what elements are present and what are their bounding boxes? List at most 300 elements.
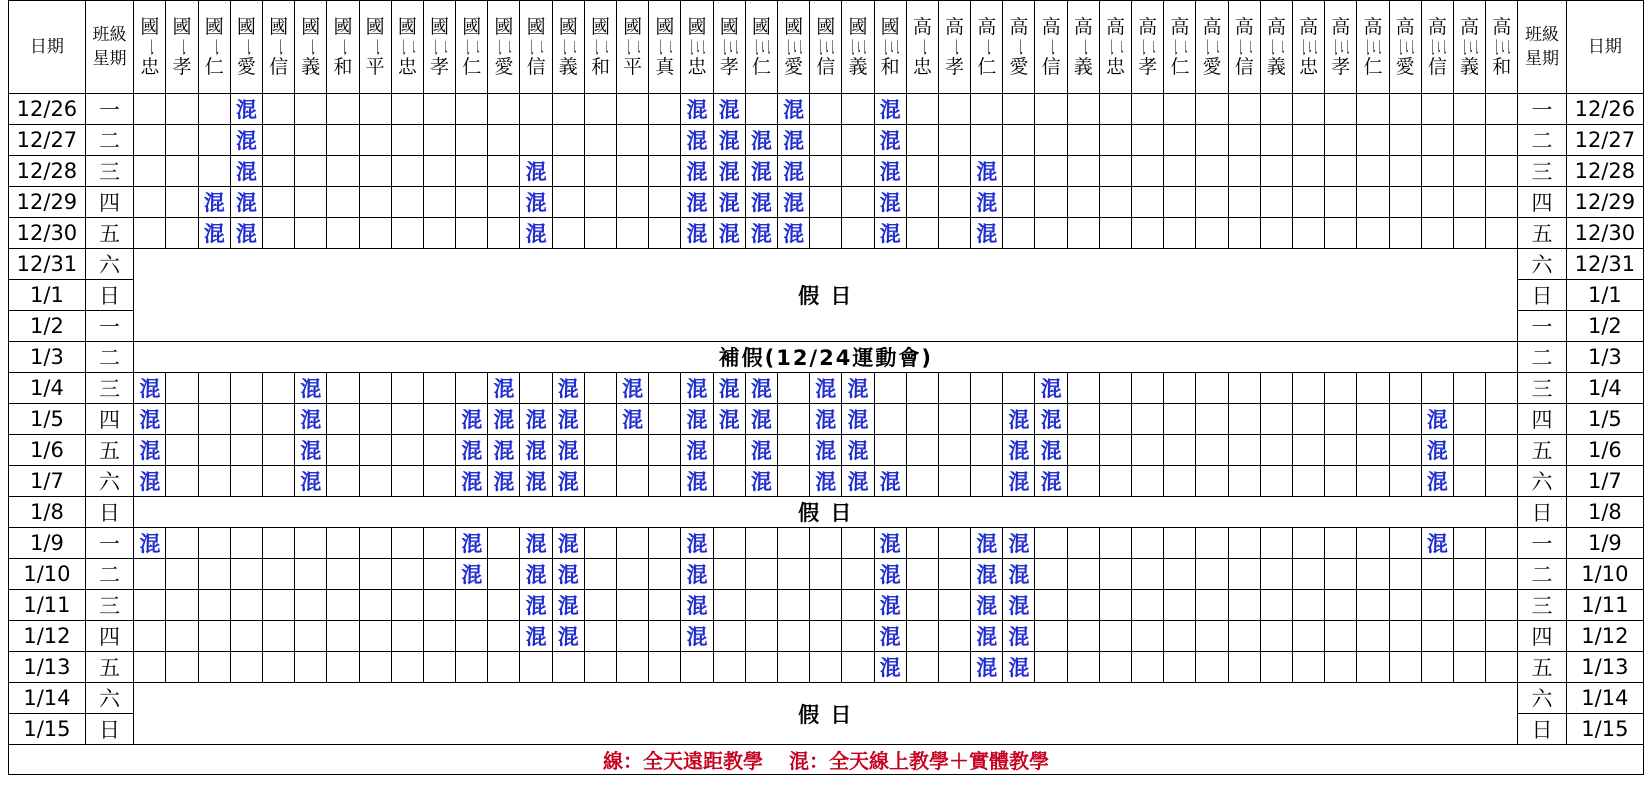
empty-cell[interactable]: [262, 218, 294, 249]
empty-cell[interactable]: [1132, 218, 1164, 249]
empty-cell[interactable]: [1453, 156, 1485, 187]
grid-cell[interactable]: [1518, 775, 1566, 789]
empty-cell[interactable]: [1292, 528, 1324, 559]
empty-cell[interactable]: [1035, 590, 1067, 621]
empty-cell[interactable]: [1132, 590, 1164, 621]
mixed-mark-cell[interactable]: 混: [971, 559, 1003, 590]
empty-cell[interactable]: [488, 125, 520, 156]
empty-cell[interactable]: [1486, 466, 1518, 497]
grid-cell[interactable]: [85, 775, 133, 789]
empty-cell[interactable]: [552, 187, 584, 218]
mixed-mark-cell[interactable]: 混: [681, 590, 713, 621]
empty-cell[interactable]: [874, 404, 906, 435]
empty-cell[interactable]: [1389, 373, 1421, 404]
empty-cell[interactable]: [1421, 590, 1453, 621]
empty-cell[interactable]: [456, 218, 488, 249]
empty-cell[interactable]: [617, 528, 649, 559]
date-cell[interactable]: 1/3: [9, 342, 86, 373]
date-header-right[interactable]: 日期: [1566, 1, 1643, 94]
mixed-mark-cell[interactable]: 混: [520, 590, 552, 621]
empty-cell[interactable]: [842, 156, 874, 187]
class-header-6[interactable]: [327, 1, 359, 94]
date-cell-right[interactable]: 1/6: [1566, 435, 1643, 466]
grid-cell[interactable]: [1453, 775, 1485, 789]
empty-cell[interactable]: [842, 652, 874, 683]
empty-cell[interactable]: [1067, 156, 1099, 187]
date-cell-right[interactable]: 1/1: [1566, 280, 1643, 311]
empty-cell[interactable]: [971, 466, 1003, 497]
empty-cell[interactable]: [327, 590, 359, 621]
grid-cell[interactable]: [745, 775, 777, 789]
empty-cell[interactable]: [1357, 187, 1389, 218]
grid-cell[interactable]: [134, 775, 166, 789]
class-header-25[interactable]: [938, 1, 970, 94]
empty-cell[interactable]: [938, 466, 970, 497]
empty-cell[interactable]: [198, 590, 230, 621]
empty-cell[interactable]: [1389, 559, 1421, 590]
empty-cell[interactable]: [745, 590, 777, 621]
empty-cell[interactable]: [1453, 187, 1485, 218]
empty-cell[interactable]: [1325, 156, 1357, 187]
mixed-mark-cell[interactable]: 混: [745, 373, 777, 404]
empty-cell[interactable]: [295, 590, 327, 621]
empty-cell[interactable]: [1325, 218, 1357, 249]
empty-cell[interactable]: [262, 94, 294, 125]
date-cell[interactable]: 12/27: [9, 125, 86, 156]
mixed-mark-cell[interactable]: 混: [520, 621, 552, 652]
class-header-3[interactable]: [230, 1, 262, 94]
empty-cell[interactable]: [391, 404, 423, 435]
mixed-mark-cell[interactable]: 混: [552, 621, 584, 652]
date-cell[interactable]: 1/8: [9, 497, 86, 528]
weekday-cell-right[interactable]: 日: [1518, 280, 1566, 311]
date-cell-right[interactable]: 1/9: [1566, 528, 1643, 559]
empty-cell[interactable]: [262, 125, 294, 156]
weekday-cell-right[interactable]: 三: [1518, 373, 1566, 404]
grid-cell[interactable]: [649, 775, 681, 789]
empty-cell[interactable]: [166, 373, 198, 404]
mixed-mark-cell[interactable]: 混: [134, 373, 166, 404]
empty-cell[interactable]: [617, 559, 649, 590]
date-cell[interactable]: 12/29: [9, 187, 86, 218]
empty-cell[interactable]: [423, 528, 455, 559]
mixed-mark-cell[interactable]: 混: [874, 621, 906, 652]
mixed-mark-cell[interactable]: 混: [198, 218, 230, 249]
weekday-cell[interactable]: 四: [85, 404, 133, 435]
mixed-mark-cell[interactable]: 混: [552, 559, 584, 590]
empty-cell[interactable]: [1292, 435, 1324, 466]
empty-cell[interactable]: [1292, 187, 1324, 218]
empty-cell[interactable]: [713, 652, 745, 683]
empty-cell[interactable]: [938, 435, 970, 466]
empty-cell[interactable]: [1132, 652, 1164, 683]
empty-cell[interactable]: [1357, 466, 1389, 497]
empty-cell[interactable]: [423, 435, 455, 466]
empty-cell[interactable]: [842, 621, 874, 652]
grid-cell[interactable]: [906, 775, 938, 789]
empty-cell[interactable]: [262, 156, 294, 187]
empty-cell[interactable]: [649, 559, 681, 590]
empty-cell[interactable]: [1035, 621, 1067, 652]
mixed-mark-cell[interactable]: 混: [1003, 652, 1035, 683]
empty-cell[interactable]: [1067, 94, 1099, 125]
empty-cell[interactable]: [1357, 373, 1389, 404]
empty-cell[interactable]: [391, 528, 423, 559]
empty-cell[interactable]: [938, 559, 970, 590]
class-header-40[interactable]: [1421, 1, 1453, 94]
class-header-20[interactable]: [777, 1, 809, 94]
grid-cell[interactable]: [1389, 775, 1421, 789]
mixed-mark-cell[interactable]: 混: [230, 187, 262, 218]
empty-cell[interactable]: [777, 466, 809, 497]
grid-cell[interactable]: [1228, 775, 1260, 789]
empty-cell[interactable]: [1099, 125, 1131, 156]
empty-cell[interactable]: [230, 559, 262, 590]
empty-cell[interactable]: [1196, 528, 1228, 559]
mixed-mark-cell[interactable]: 混: [1003, 466, 1035, 497]
empty-cell[interactable]: [359, 559, 391, 590]
empty-cell[interactable]: [1035, 156, 1067, 187]
empty-cell[interactable]: [649, 466, 681, 497]
empty-cell[interactable]: [713, 559, 745, 590]
empty-cell[interactable]: [488, 652, 520, 683]
mixed-mark-cell[interactable]: 混: [1003, 559, 1035, 590]
empty-cell[interactable]: [359, 590, 391, 621]
empty-cell[interactable]: [1228, 528, 1260, 559]
empty-cell[interactable]: [1389, 218, 1421, 249]
empty-cell[interactable]: [1260, 156, 1292, 187]
weekday-cell-right[interactable]: 三: [1518, 156, 1566, 187]
mixed-mark-cell[interactable]: 混: [552, 466, 584, 497]
empty-cell[interactable]: [1325, 528, 1357, 559]
empty-cell[interactable]: [584, 218, 616, 249]
mixed-mark-cell[interactable]: 混: [777, 94, 809, 125]
empty-cell[interactable]: [520, 652, 552, 683]
empty-cell[interactable]: [1292, 94, 1324, 125]
empty-cell[interactable]: [134, 156, 166, 187]
mixed-mark-cell[interactable]: 混: [1003, 590, 1035, 621]
mixed-mark-cell[interactable]: 混: [874, 466, 906, 497]
empty-cell[interactable]: [391, 94, 423, 125]
date-cell[interactable]: 1/10: [9, 559, 86, 590]
empty-cell[interactable]: [327, 466, 359, 497]
empty-cell[interactable]: [230, 652, 262, 683]
empty-cell[interactable]: [1228, 466, 1260, 497]
empty-cell[interactable]: [1132, 621, 1164, 652]
empty-cell[interactable]: [359, 652, 391, 683]
empty-cell[interactable]: [166, 652, 198, 683]
empty-cell[interactable]: [456, 156, 488, 187]
grid-cell[interactable]: [327, 775, 359, 789]
empty-cell[interactable]: [1260, 373, 1292, 404]
mixed-mark-cell[interactable]: 混: [874, 94, 906, 125]
class-header-35[interactable]: [1260, 1, 1292, 94]
date-cell-right[interactable]: 1/13: [1566, 652, 1643, 683]
class-header-39[interactable]: [1389, 1, 1421, 94]
empty-cell[interactable]: [198, 404, 230, 435]
empty-cell[interactable]: [198, 435, 230, 466]
merged-holiday_c[interactable]: 假 日: [134, 683, 1518, 745]
empty-cell[interactable]: [1389, 466, 1421, 497]
grid-cell[interactable]: [1260, 775, 1292, 789]
empty-cell[interactable]: [1486, 94, 1518, 125]
empty-cell[interactable]: [649, 528, 681, 559]
empty-cell[interactable]: [1421, 94, 1453, 125]
mixed-mark-cell[interactable]: 混: [1035, 435, 1067, 466]
mixed-mark-cell[interactable]: 混: [456, 435, 488, 466]
empty-cell[interactable]: [1325, 94, 1357, 125]
empty-cell[interactable]: [456, 187, 488, 218]
empty-cell[interactable]: [971, 373, 1003, 404]
grid-cell[interactable]: [488, 775, 520, 789]
empty-cell[interactable]: [1164, 559, 1196, 590]
class-header-32[interactable]: [1164, 1, 1196, 94]
weekday-cell[interactable]: 日: [85, 280, 133, 311]
class-header-5[interactable]: [295, 1, 327, 94]
class-weekday-header-right[interactable]: 班級 星期: [1518, 1, 1566, 94]
empty-cell[interactable]: [1389, 125, 1421, 156]
grid-cell[interactable]: [9, 775, 86, 789]
empty-cell[interactable]: [1260, 466, 1292, 497]
empty-cell[interactable]: [423, 466, 455, 497]
empty-cell[interactable]: [488, 590, 520, 621]
mixed-mark-cell[interactable]: 混: [488, 373, 520, 404]
empty-cell[interactable]: [1357, 621, 1389, 652]
empty-cell[interactable]: [1486, 652, 1518, 683]
empty-cell[interactable]: [456, 652, 488, 683]
empty-cell[interactable]: [777, 435, 809, 466]
weekday-cell[interactable]: 五: [85, 652, 133, 683]
empty-cell[interactable]: [1164, 466, 1196, 497]
empty-cell[interactable]: [1099, 218, 1131, 249]
date-cell-right[interactable]: 12/26: [1566, 94, 1643, 125]
empty-cell[interactable]: [488, 94, 520, 125]
empty-cell[interactable]: [262, 187, 294, 218]
empty-cell[interactable]: [134, 652, 166, 683]
weekday-cell-right[interactable]: 一: [1518, 528, 1566, 559]
weekday-cell[interactable]: 一: [85, 94, 133, 125]
grid-cell[interactable]: [1099, 775, 1131, 789]
empty-cell[interactable]: [1325, 590, 1357, 621]
mixed-mark-cell[interactable]: 混: [488, 404, 520, 435]
date-cell-right[interactable]: 1/7: [1566, 466, 1643, 497]
empty-cell[interactable]: [1421, 187, 1453, 218]
empty-cell[interactable]: [1260, 559, 1292, 590]
date-cell[interactable]: 12/26: [9, 94, 86, 125]
empty-cell[interactable]: [1035, 652, 1067, 683]
class-header-27[interactable]: [1003, 1, 1035, 94]
empty-cell[interactable]: [1260, 590, 1292, 621]
weekday-cell-right[interactable]: 四: [1518, 404, 1566, 435]
empty-cell[interactable]: [1228, 621, 1260, 652]
empty-cell[interactable]: [262, 559, 294, 590]
date-cell-right[interactable]: 1/2: [1566, 311, 1643, 342]
empty-cell[interactable]: [1453, 404, 1485, 435]
class-header-41[interactable]: [1453, 1, 1485, 94]
empty-cell[interactable]: [1228, 435, 1260, 466]
empty-cell[interactable]: [842, 528, 874, 559]
mixed-mark-cell[interactable]: 混: [1421, 404, 1453, 435]
empty-cell[interactable]: [1228, 373, 1260, 404]
empty-cell[interactable]: [938, 218, 970, 249]
empty-cell[interactable]: [810, 94, 842, 125]
mixed-mark-cell[interactable]: 混: [713, 373, 745, 404]
class-header-37[interactable]: [1325, 1, 1357, 94]
empty-cell[interactable]: [1228, 94, 1260, 125]
empty-cell[interactable]: [295, 218, 327, 249]
empty-cell[interactable]: [938, 404, 970, 435]
mixed-mark-cell[interactable]: 混: [552, 590, 584, 621]
mixed-mark-cell[interactable]: 混: [713, 125, 745, 156]
empty-cell[interactable]: [1164, 621, 1196, 652]
empty-cell[interactable]: [552, 156, 584, 187]
empty-cell[interactable]: [1389, 156, 1421, 187]
mixed-mark-cell[interactable]: 混: [134, 528, 166, 559]
empty-cell[interactable]: [1486, 435, 1518, 466]
mixed-mark-cell[interactable]: 混: [520, 404, 552, 435]
grid-cell[interactable]: [617, 775, 649, 789]
empty-cell[interactable]: [649, 621, 681, 652]
empty-cell[interactable]: [906, 373, 938, 404]
empty-cell[interactable]: [1003, 94, 1035, 125]
weekday-cell-right[interactable]: 日: [1518, 497, 1566, 528]
empty-cell[interactable]: [1067, 187, 1099, 218]
merged-makeup[interactable]: 補假(12/24運動會): [134, 342, 1518, 373]
date-cell[interactable]: 1/11: [9, 590, 86, 621]
empty-cell[interactable]: [166, 435, 198, 466]
class-header-14[interactable]: [584, 1, 616, 94]
empty-cell[interactable]: [166, 590, 198, 621]
date-cell-right[interactable]: 1/12: [1566, 621, 1643, 652]
grid-cell[interactable]: [520, 775, 552, 789]
empty-cell[interactable]: [359, 187, 391, 218]
empty-cell[interactable]: [1357, 94, 1389, 125]
empty-cell[interactable]: [488, 218, 520, 249]
empty-cell[interactable]: [1325, 559, 1357, 590]
date-cell-right[interactable]: 1/3: [1566, 342, 1643, 373]
empty-cell[interactable]: [295, 125, 327, 156]
mixed-mark-cell[interactable]: 混: [971, 621, 1003, 652]
empty-cell[interactable]: [134, 187, 166, 218]
mixed-mark-cell[interactable]: 混: [230, 94, 262, 125]
empty-cell[interactable]: [1067, 590, 1099, 621]
empty-cell[interactable]: [810, 156, 842, 187]
empty-cell[interactable]: [1486, 373, 1518, 404]
empty-cell[interactable]: [198, 559, 230, 590]
empty-cell[interactable]: [134, 559, 166, 590]
mixed-mark-cell[interactable]: 混: [681, 218, 713, 249]
class-header-0[interactable]: [134, 1, 166, 94]
empty-cell[interactable]: [520, 373, 552, 404]
mixed-mark-cell[interactable]: 混: [874, 218, 906, 249]
mixed-mark-cell[interactable]: 混: [810, 404, 842, 435]
empty-cell[interactable]: [134, 94, 166, 125]
empty-cell[interactable]: [713, 528, 745, 559]
empty-cell[interactable]: [327, 652, 359, 683]
empty-cell[interactable]: [584, 621, 616, 652]
empty-cell[interactable]: [488, 156, 520, 187]
empty-cell[interactable]: [617, 218, 649, 249]
empty-cell[interactable]: [617, 466, 649, 497]
empty-cell[interactable]: [649, 590, 681, 621]
empty-cell[interactable]: [230, 466, 262, 497]
empty-cell[interactable]: [1228, 404, 1260, 435]
empty-cell[interactable]: [1003, 218, 1035, 249]
class-header-26[interactable]: [971, 1, 1003, 94]
empty-cell[interactable]: [391, 435, 423, 466]
empty-cell[interactable]: [938, 528, 970, 559]
empty-cell[interactable]: [584, 373, 616, 404]
empty-cell[interactable]: [391, 373, 423, 404]
empty-cell[interactable]: [1099, 559, 1131, 590]
empty-cell[interactable]: [584, 466, 616, 497]
empty-cell[interactable]: [1067, 435, 1099, 466]
empty-cell[interactable]: [262, 404, 294, 435]
mixed-mark-cell[interactable]: 混: [520, 156, 552, 187]
grid-cell[interactable]: [1035, 775, 1067, 789]
mixed-mark-cell[interactable]: 混: [488, 466, 520, 497]
empty-cell[interactable]: [1067, 652, 1099, 683]
mixed-mark-cell[interactable]: 混: [230, 218, 262, 249]
empty-cell[interactable]: [359, 435, 391, 466]
empty-cell[interactable]: [1228, 125, 1260, 156]
mixed-mark-cell[interactable]: 混: [971, 218, 1003, 249]
class-header-29[interactable]: [1067, 1, 1099, 94]
empty-cell[interactable]: [1196, 218, 1228, 249]
empty-cell[interactable]: [1421, 156, 1453, 187]
empty-cell[interactable]: [874, 435, 906, 466]
mixed-mark-cell[interactable]: 混: [520, 218, 552, 249]
mixed-mark-cell[interactable]: 混: [681, 528, 713, 559]
weekday-cell-right[interactable]: 六: [1518, 683, 1566, 714]
empty-cell[interactable]: [327, 404, 359, 435]
weekday-cell-right[interactable]: 二: [1518, 125, 1566, 156]
empty-cell[interactable]: [1357, 528, 1389, 559]
empty-cell[interactable]: [1132, 373, 1164, 404]
empty-cell[interactable]: [1196, 590, 1228, 621]
class-header-15[interactable]: [617, 1, 649, 94]
empty-cell[interactable]: [423, 652, 455, 683]
mixed-mark-cell[interactable]: 混: [1035, 404, 1067, 435]
empty-cell[interactable]: [456, 125, 488, 156]
empty-cell[interactable]: [1260, 528, 1292, 559]
empty-cell[interactable]: [649, 156, 681, 187]
class-header-4[interactable]: [262, 1, 294, 94]
empty-cell[interactable]: [1164, 528, 1196, 559]
empty-cell[interactable]: [262, 621, 294, 652]
mixed-mark-cell[interactable]: 混: [295, 466, 327, 497]
empty-cell[interactable]: [1099, 404, 1131, 435]
mixed-mark-cell[interactable]: 混: [874, 652, 906, 683]
class-header-36[interactable]: [1292, 1, 1324, 94]
empty-cell[interactable]: [1260, 404, 1292, 435]
empty-cell[interactable]: [1453, 373, 1485, 404]
empty-cell[interactable]: [423, 590, 455, 621]
empty-cell[interactable]: [1260, 125, 1292, 156]
empty-cell[interactable]: [230, 435, 262, 466]
class-header-9[interactable]: [423, 1, 455, 94]
mixed-mark-cell[interactable]: 混: [488, 435, 520, 466]
empty-cell[interactable]: [1486, 621, 1518, 652]
empty-cell[interactable]: [1228, 590, 1260, 621]
mixed-mark-cell[interactable]: 混: [713, 187, 745, 218]
mixed-mark-cell[interactable]: 混: [971, 187, 1003, 218]
empty-cell[interactable]: [1003, 373, 1035, 404]
empty-cell[interactable]: [166, 94, 198, 125]
mixed-mark-cell[interactable]: 混: [1035, 373, 1067, 404]
empty-cell[interactable]: [391, 156, 423, 187]
empty-cell[interactable]: [906, 187, 938, 218]
